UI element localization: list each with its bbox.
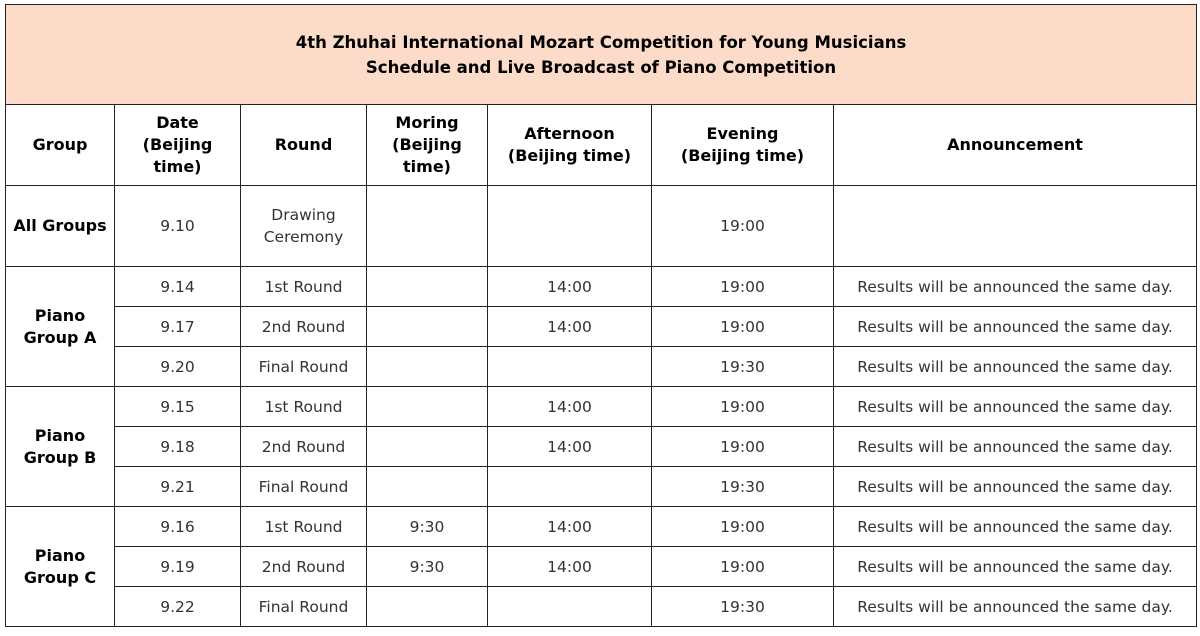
group-all: All Groups bbox=[6, 186, 115, 267]
announcement-cell: Results will be announced the same day. bbox=[834, 307, 1197, 347]
morning-cell: 9:30 bbox=[367, 547, 488, 587]
header-row bbox=[6, 105, 1197, 186]
afternoon-cell bbox=[488, 186, 652, 267]
group-b-line-1: Piano bbox=[34, 425, 86, 445]
header-afternoon-label: Afternoon bbox=[524, 124, 615, 143]
title-row bbox=[6, 5, 1197, 105]
table-row bbox=[6, 507, 1197, 547]
round-cell: 2nd Round bbox=[241, 427, 367, 467]
header-morning bbox=[367, 105, 488, 186]
afternoon-cell: 14:00 bbox=[488, 307, 652, 347]
evening-cell: 19:00 bbox=[652, 387, 834, 427]
table-title bbox=[6, 5, 1197, 105]
round-line-2: Ceremony bbox=[263, 228, 344, 246]
table-row bbox=[6, 467, 1197, 507]
date-cell: 9.10 bbox=[115, 186, 241, 267]
header-evening-sub: (Beijing time) bbox=[680, 146, 805, 165]
group-a-line-1: Piano bbox=[34, 305, 86, 325]
announcement-cell: Results will be announced the same day. bbox=[834, 507, 1197, 547]
round-cell: Final Round bbox=[241, 347, 367, 387]
announcement-cell: Results will be announced the same day. bbox=[834, 427, 1197, 467]
announcement-cell bbox=[834, 186, 1197, 267]
evening-cell: 19:00 bbox=[652, 307, 834, 347]
morning-cell bbox=[367, 427, 488, 467]
morning-cell bbox=[367, 387, 488, 427]
date-cell: 9.21 bbox=[115, 467, 241, 507]
date-cell: 9.18 bbox=[115, 427, 241, 467]
table-row bbox=[6, 387, 1197, 427]
round-cell: 1st Round bbox=[241, 267, 367, 307]
round-cell: 1st Round bbox=[241, 387, 367, 427]
round-cell: 2nd Round bbox=[241, 307, 367, 347]
header-morning-label: Moring bbox=[395, 113, 459, 132]
round-line-1: Drawing bbox=[271, 206, 336, 224]
announcement-cell: Results will be announced the same day. bbox=[834, 387, 1197, 427]
header-evening bbox=[652, 105, 834, 186]
announcement-cell: Results will be announced the same day. bbox=[834, 347, 1197, 387]
evening-cell: 19:00 bbox=[652, 427, 834, 467]
table-row bbox=[6, 427, 1197, 467]
evening-cell: 19:30 bbox=[652, 467, 834, 507]
header-morning-sub: (Beijing time) bbox=[392, 135, 462, 176]
round-cell: Final Round bbox=[241, 587, 367, 627]
morning-cell: 9:30 bbox=[367, 507, 488, 547]
morning-cell bbox=[367, 467, 488, 507]
group-a bbox=[6, 267, 115, 387]
group-b-line-2: Group B bbox=[23, 447, 97, 467]
group-c bbox=[6, 507, 115, 627]
header-date-label: Date bbox=[156, 113, 199, 132]
table-row bbox=[6, 347, 1197, 387]
evening-cell: 19:00 bbox=[652, 547, 834, 587]
evening-cell: 19:00 bbox=[652, 267, 834, 307]
afternoon-cell: 14:00 bbox=[488, 427, 652, 467]
header-group: Group bbox=[6, 105, 115, 186]
group-a-line-2: Group A bbox=[23, 327, 97, 347]
round-cell: Final Round bbox=[241, 467, 367, 507]
date-cell: 9.19 bbox=[115, 547, 241, 587]
morning-cell bbox=[367, 267, 488, 307]
header-announcement: Announcement bbox=[834, 105, 1197, 186]
group-c-line-1: Piano bbox=[34, 545, 86, 565]
schedule-table bbox=[5, 4, 1197, 627]
afternoon-cell bbox=[488, 347, 652, 387]
announcement-cell: Results will be announced the same day. bbox=[834, 547, 1197, 587]
morning-cell bbox=[367, 347, 488, 387]
table-row bbox=[6, 587, 1197, 627]
afternoon-cell: 14:00 bbox=[488, 507, 652, 547]
announcement-cell: Results will be announced the same day. bbox=[834, 587, 1197, 627]
table-row bbox=[6, 307, 1197, 347]
afternoon-cell: 14:00 bbox=[488, 387, 652, 427]
table-row bbox=[6, 186, 1197, 267]
round-cell: 2nd Round bbox=[241, 547, 367, 587]
afternoon-cell: 14:00 bbox=[488, 547, 652, 587]
header-date bbox=[115, 105, 241, 186]
date-cell: 9.22 bbox=[115, 587, 241, 627]
afternoon-cell: 14:00 bbox=[488, 267, 652, 307]
round-cell bbox=[241, 186, 367, 267]
afternoon-cell bbox=[488, 467, 652, 507]
round-cell: 1st Round bbox=[241, 507, 367, 547]
date-cell: 9.14 bbox=[115, 267, 241, 307]
header-afternoon-sub: (Beijing time) bbox=[507, 146, 632, 165]
announcement-cell: Results will be announced the same day. bbox=[834, 467, 1197, 507]
afternoon-cell bbox=[488, 587, 652, 627]
morning-cell bbox=[367, 587, 488, 627]
table-row bbox=[6, 267, 1197, 307]
date-cell: 9.15 bbox=[115, 387, 241, 427]
table-row bbox=[6, 547, 1197, 587]
announcement-cell: Results will be announced the same day. bbox=[834, 267, 1197, 307]
morning-cell bbox=[367, 186, 488, 267]
date-cell: 9.17 bbox=[115, 307, 241, 347]
header-date-sub: (Beijing time) bbox=[142, 135, 213, 176]
group-c-line-2: Group C bbox=[23, 567, 97, 587]
date-cell: 9.16 bbox=[115, 507, 241, 547]
evening-cell: 19:30 bbox=[652, 347, 834, 387]
evening-cell: 19:00 bbox=[652, 507, 834, 547]
evening-cell: 19:00 bbox=[652, 186, 834, 267]
title-line-2: Schedule and Live Broadcast of Piano Competition bbox=[365, 57, 837, 77]
header-afternoon bbox=[488, 105, 652, 186]
morning-cell bbox=[367, 307, 488, 347]
header-round: Round bbox=[241, 105, 367, 186]
header-evening-label: Evening bbox=[706, 124, 779, 143]
evening-cell: 19:30 bbox=[652, 587, 834, 627]
title-line-1: 4th Zhuhai International Mozart Competition for Young Musicians bbox=[295, 32, 907, 52]
date-cell: 9.20 bbox=[115, 347, 241, 387]
schedule-sheet bbox=[5, 4, 1196, 627]
group-b bbox=[6, 387, 115, 507]
